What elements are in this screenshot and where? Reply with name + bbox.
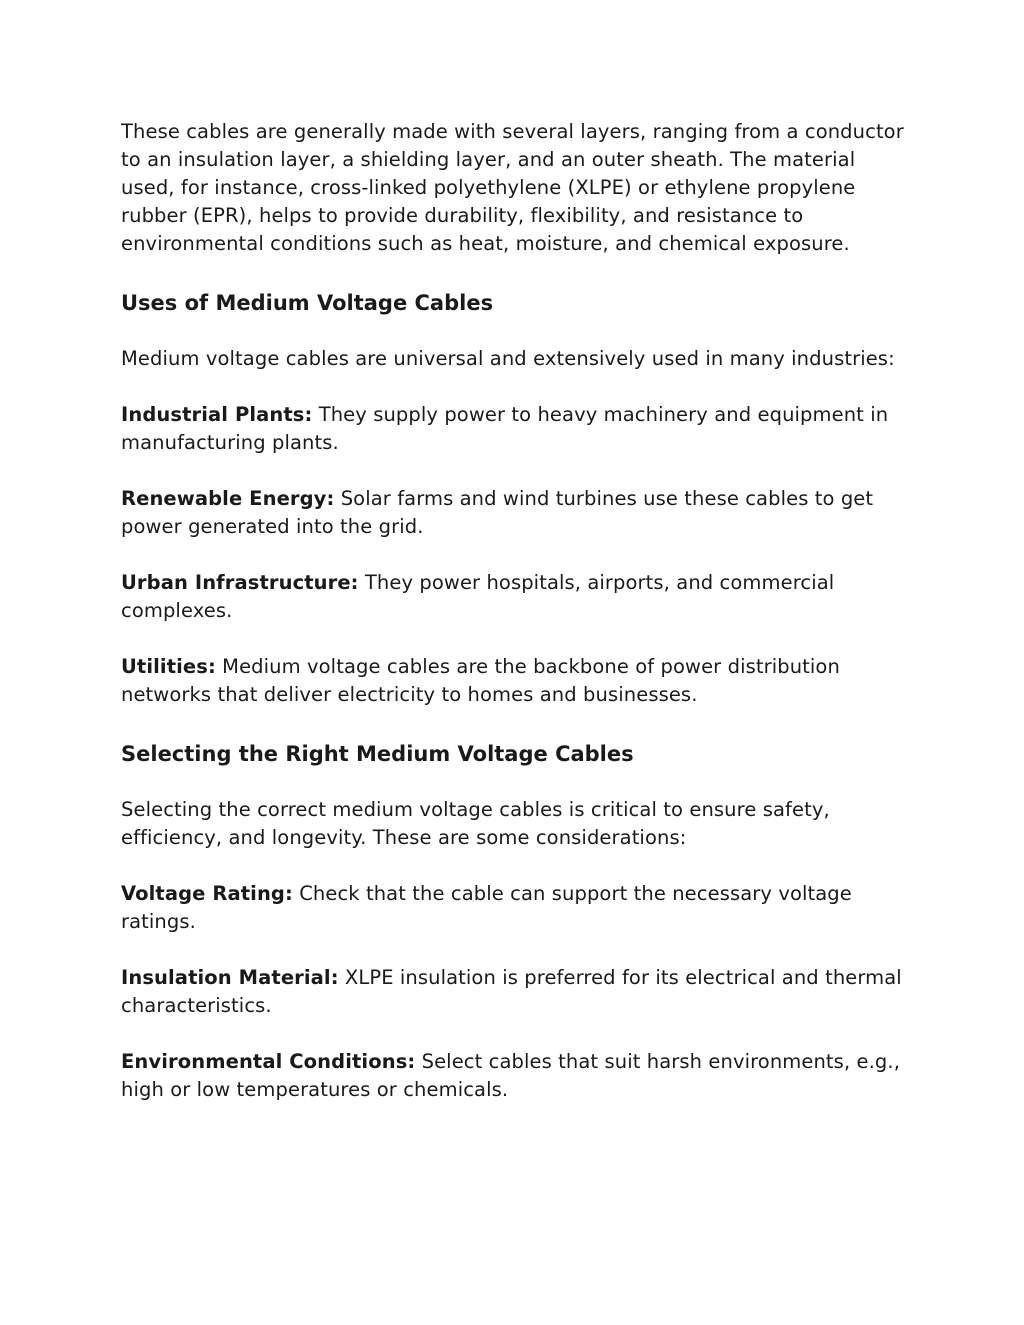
uses-item-utilities (121, 653, 911, 709)
selecting-item-text: XLPE insulation is preferred for its electrical and thermal characteristics. (121, 966, 902, 1017)
selecting-item-voltage-rating (121, 880, 911, 936)
selecting-item-insulation-material (121, 964, 911, 1020)
selecting-item-environmental-conditions (121, 1048, 911, 1104)
uses-item-term: Industrial Plants: (121, 403, 313, 426)
selecting-item-term: Voltage Rating: (121, 882, 293, 905)
uses-item-text: Solar farms and wind turbines use these cables to get power generated into the grid. (121, 487, 874, 538)
uses-item-text: They supply power to heavy machinery and equipment in manufacturing plants. (121, 403, 889, 454)
uses-item-renewable-energy (121, 485, 911, 541)
selecting-item-term: Insulation Material: (121, 966, 339, 989)
selecting-item-text: Select cables that suit harsh environments, e.g., high or low temperatures or chemicals. (121, 1050, 901, 1101)
uses-item-text: Medium voltage cables are the backbone of power distribution networks that deliver electricity to homes and businesses. (121, 655, 840, 706)
uses-item-term: Utilities: (121, 655, 216, 678)
selecting-item-text: Check that the cable can support the necessary voltage ratings. (121, 882, 852, 933)
selecting-heading: Selecting the Right Medium Voltage Cables (121, 742, 634, 766)
uses-item-term: Urban Infrastructure: (121, 571, 359, 594)
uses-heading: Uses of Medium Voltage Cables (121, 291, 494, 315)
uses-item-industrial-plants (121, 401, 911, 457)
intro-paragraph: These cables are generally made with several layers, ranging from a conductor to an insulation layer, a shielding layer, and an outer sheath. The material used, for instance, cross-linked polyethylene (XLPE) or ethylene propylene rubber (EPR), helps to provide durability, flexibility, and resistance to environmental conditions such as heat, moisture, and chemical exposure. (121, 120, 904, 255)
uses-item-term: Renewable Energy: (121, 487, 335, 510)
uses-lead-paragraph: Medium voltage cables are universal and extensively used in many industries: (121, 347, 895, 370)
document-page (121, 118, 911, 1104)
selecting-lead-paragraph: Selecting the correct medium voltage cables is critical to ensure safety, efficiency, and longevity. These are some considerations: (121, 798, 830, 849)
selecting-item-term: Environmental Conditions: (121, 1050, 416, 1073)
uses-item-urban-infrastructure (121, 569, 911, 625)
uses-item-text: They power hospitals, airports, and commercial complexes. (121, 571, 835, 622)
